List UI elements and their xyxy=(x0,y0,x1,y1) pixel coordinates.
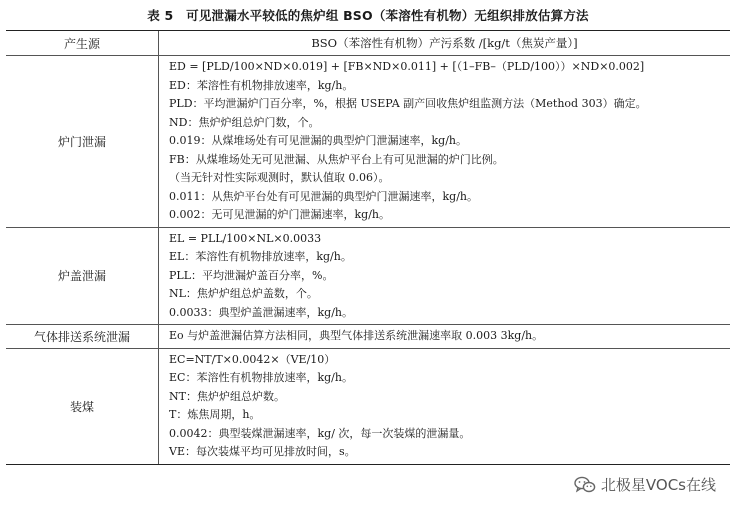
emission-table xyxy=(6,30,730,465)
formula-line: ND：焦炉炉组总炉门数，个。 xyxy=(169,115,320,129)
header-formula xyxy=(159,31,730,55)
formula-line: 0.0042：典型装煤泄漏速率，kg/ 次，每一次装煤的泄漏量。 xyxy=(169,426,471,440)
source-cell: 装煤 xyxy=(6,349,159,464)
formula-line: （当无针对性实际观测时，默认值取 0.06）。 xyxy=(169,171,390,184)
formula-line: NL：焦炉炉组总炉盖数，个。 xyxy=(169,287,318,300)
header-source: 产生源 xyxy=(6,31,159,55)
table-header-row xyxy=(6,31,730,56)
formula-line: EC=NT/T×0.0042×（VE/10） xyxy=(169,352,336,366)
formula-line: VE：每次装煤平均可见排放时间，s。 xyxy=(169,445,356,458)
formula-cell xyxy=(159,325,730,348)
formula-line: PLL：平均泄漏炉盖百分率，%。 xyxy=(169,268,334,282)
formula-line: EL：苯溶性有机物排放速率，kg/h。 xyxy=(169,250,352,263)
formula-line: 0.011：从焦炉平台处有可见泄漏的典型炉门泄漏速率，kg/h。 xyxy=(169,189,478,203)
watermark-text: 北极星VOCs在线 xyxy=(600,476,716,494)
formula-line: ED：苯溶性有机物排放速率，kg/h。 xyxy=(169,78,354,92)
wechat-icon xyxy=(574,476,596,494)
header-formula-text: BSO（苯溶性有机物）产污系数 /[kg/t（焦炭产量）] xyxy=(311,36,578,50)
formula-line: 0.0033：典型炉盖泄漏速率，kg/h。 xyxy=(169,305,353,319)
table-caption: 表 5 可见泄漏水平较低的焦炉组 BSO（苯溶性有机物）无组织排放估算方法 xyxy=(147,8,589,23)
table-row xyxy=(6,56,730,228)
table-row xyxy=(6,349,730,464)
formula-line: NT：焦炉炉组总炉数。 xyxy=(169,389,285,403)
source-cell: 气体排送系统泄漏 xyxy=(6,325,159,348)
table-row xyxy=(6,325,730,349)
source-cell: 炉盖泄漏 xyxy=(6,228,159,325)
formula-cell xyxy=(159,349,730,464)
formula-line: EC：苯溶性有机物排放速率，kg/h。 xyxy=(169,371,353,384)
watermark xyxy=(574,474,716,495)
formula-line: EL = PLL/100×NL×0.0033 xyxy=(169,231,322,245)
formula-line: 0.002：无可见泄漏的炉门泄漏速率，kg/h。 xyxy=(169,208,390,221)
table-row xyxy=(6,228,730,326)
source-cell: 炉门泄漏 xyxy=(6,56,159,227)
formula-line: Eo 与炉盖泄漏估算方法相同，典型气体排送系统泄漏速率取 0.003 3kg/h。 xyxy=(169,329,544,342)
formula-line: 0.019：从煤堆场处有可见泄漏的典型炉门泄漏速率，kg/h。 xyxy=(169,134,467,147)
formula-line: ED = [PLD/100×ND×0.019] + [FB×ND×0.011] + [（1–FB–（PLD/100））×ND×0.002] xyxy=(169,60,645,73)
formula-cell xyxy=(159,56,730,227)
formula-line: T：炼焦周期，h。 xyxy=(169,408,261,421)
formula-line: PLD：平均泄漏炉门百分率，%，根据 USEPA 副产回收焦炉组监测方法（Method 303）确定。 xyxy=(169,97,647,110)
formula-line: FB：从煤堆场处无可见泄漏、从焦炉平台上有可见泄漏的炉门比例。 xyxy=(169,152,504,166)
formula-cell xyxy=(159,228,730,325)
